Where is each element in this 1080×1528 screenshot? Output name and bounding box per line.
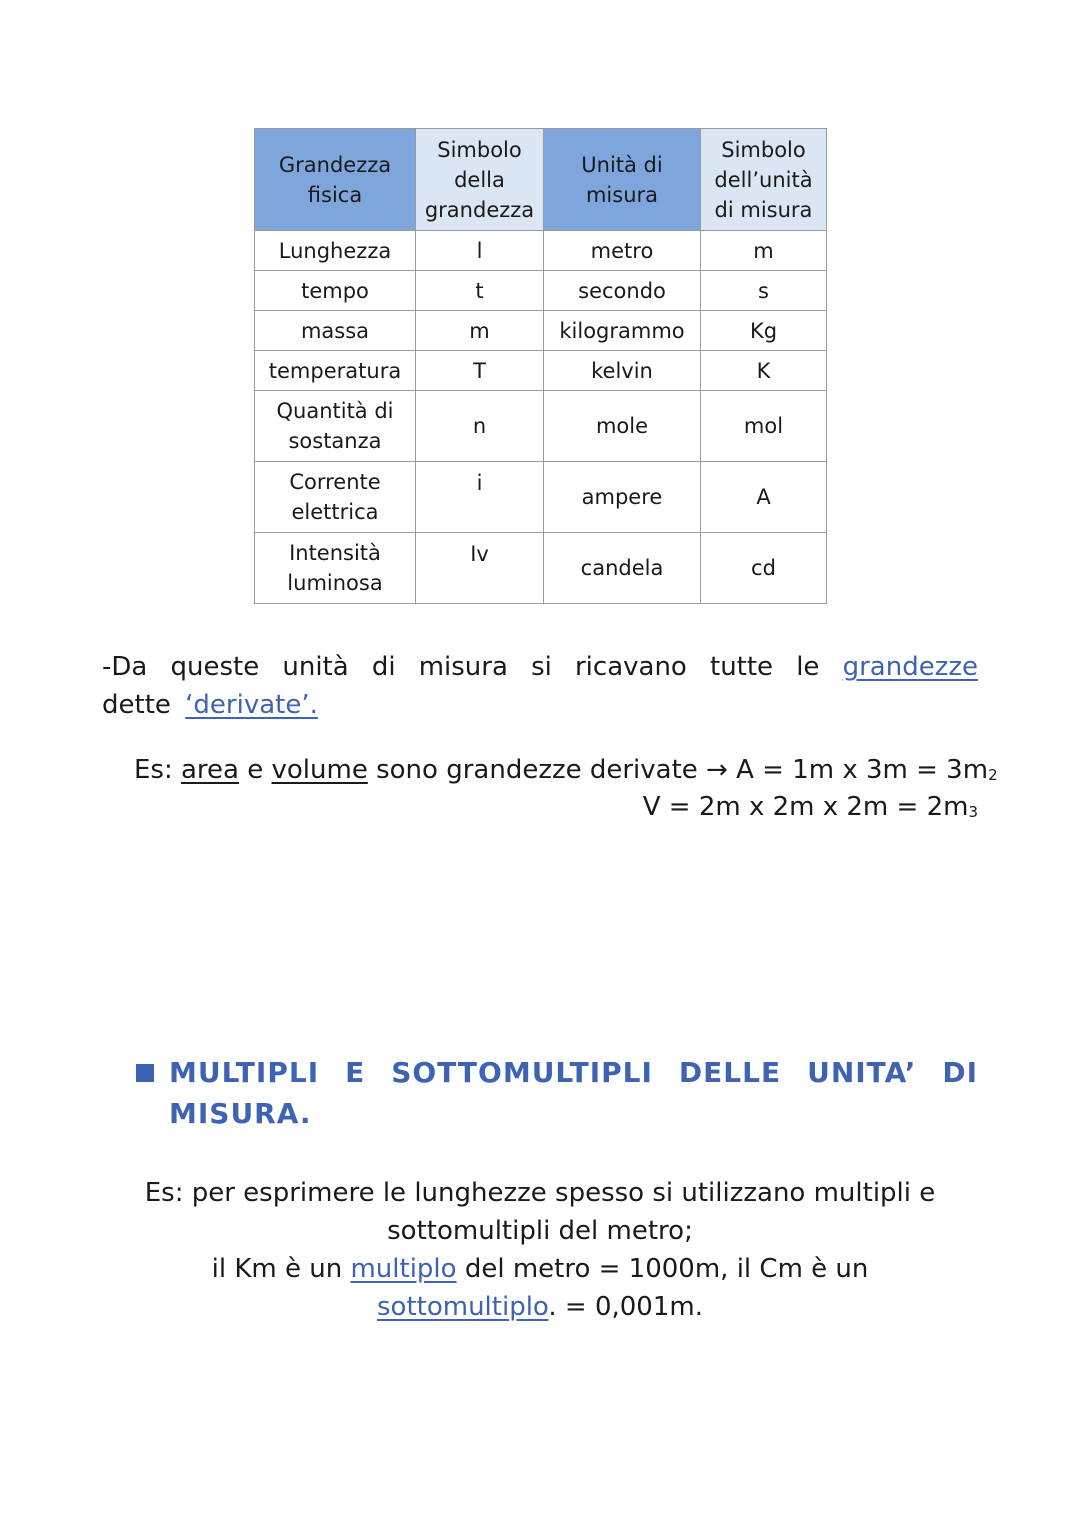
volume-formula: V = 2m x 2m x 2m = 2m: [642, 792, 969, 822]
cell-unit: mole: [544, 391, 701, 462]
multiples-paragraph: [120, 1174, 960, 1326]
volume-word: volume: [271, 755, 368, 785]
cell-unit: kelvin: [544, 351, 701, 391]
cell-symbol: n: [416, 391, 544, 462]
cell-symbol: t: [416, 271, 544, 311]
cell-symbol: Iv: [416, 533, 544, 604]
area-word: area: [181, 755, 239, 785]
multiples-text-1: il Km è un: [211, 1254, 351, 1284]
header-symbol: Simbolo della grandezza: [416, 129, 544, 231]
header-unit: Unità di misura: [544, 129, 701, 231]
table-row: [255, 231, 827, 271]
cell-unit: metro: [544, 231, 701, 271]
square-bullet-icon: [136, 1064, 154, 1082]
sottomultiplo-link[interactable]: sottomultiplo: [377, 1292, 549, 1322]
section-heading: [136, 1052, 978, 1134]
cell-symbol: i: [416, 462, 544, 533]
cell-unit: kilogrammo: [544, 311, 701, 351]
cell-unit: ampere: [544, 462, 701, 533]
example-prefix: Es:: [134, 755, 181, 785]
derivate-link[interactable]: ‘derivate’.: [185, 690, 318, 720]
header-unit-symbol: Simbolo dell’unità di misura: [701, 129, 827, 231]
example-conj: e: [238, 755, 272, 785]
cell-unit-symbol: cd: [701, 533, 827, 604]
volume-exponent: 3: [968, 803, 978, 821]
cell-unit-symbol: Kg: [701, 311, 827, 351]
cell-quantity: massa: [255, 311, 416, 351]
table-row: [255, 462, 827, 533]
multiples-text-2: del metro = 1000m, il Cm è un: [456, 1254, 869, 1284]
cell-symbol: l: [416, 231, 544, 271]
cell-symbol: m: [416, 311, 544, 351]
section-heading-text: MULTIPLI E SOTTOMULTIPLI DELLE UNITA’ DI MISURA.: [169, 1056, 978, 1130]
cell-quantity: temperatura: [255, 351, 416, 391]
cell-quantity: Corrente elettrica: [255, 462, 416, 533]
area-exponent: 2: [988, 766, 998, 784]
table-row: [255, 533, 827, 604]
cell-unit-symbol: A: [701, 462, 827, 533]
cell-unit-symbol: m: [701, 231, 827, 271]
cell-symbol: T: [416, 351, 544, 391]
cell-unit-symbol: K: [701, 351, 827, 391]
grandezze-link[interactable]: grandezze: [842, 652, 978, 682]
multiples-line1: Es: per esprimere le lunghezze spesso si utilizzano multipli e sottomultipli del metro;: [144, 1178, 936, 1246]
derived-text-middle: dette: [102, 690, 186, 720]
cell-unit-symbol: mol: [701, 391, 827, 462]
derived-quantities-paragraph: [102, 648, 978, 724]
table-row: [255, 271, 827, 311]
table-row: [255, 391, 827, 462]
volume-example-line: [134, 788, 978, 831]
cell-quantity: tempo: [255, 271, 416, 311]
cell-unit: secondo: [544, 271, 701, 311]
table-row: [255, 311, 827, 351]
cell-unit: candela: [544, 533, 701, 604]
table-row: [255, 351, 827, 391]
multiples-text-3: . = 0,001m.: [548, 1292, 703, 1322]
area-formula: sono grandezze derivate → A = 1m x 3m = 3m: [367, 755, 989, 785]
cell-quantity: Quantità di sostanza: [255, 391, 416, 462]
multiplo-link[interactable]: multiplo: [350, 1254, 457, 1284]
table-header-row: [255, 129, 827, 231]
cell-quantity: Lunghezza: [255, 231, 416, 271]
cell-unit-symbol: s: [701, 271, 827, 311]
header-quantity: Grandezza fisica: [255, 129, 416, 231]
si-units-table: [254, 128, 827, 604]
derived-text: -Da queste unità di misura si ricavano tutte le: [102, 652, 843, 682]
cell-quantity: Intensità luminosa: [255, 533, 416, 604]
